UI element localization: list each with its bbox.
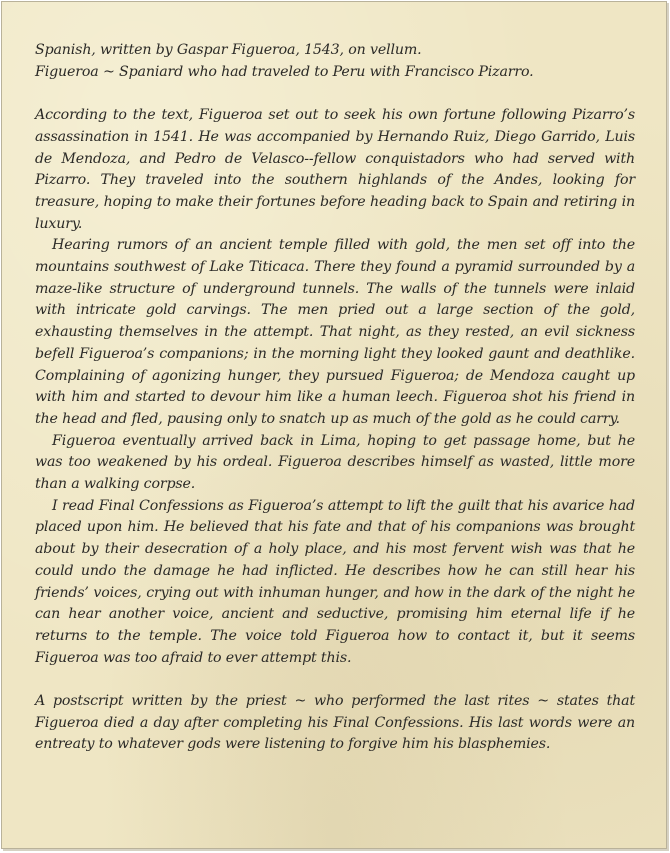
paragraph-2: Hearing rumors of an ancient temple filled with gold, the men set off into the mountains southwest of Lake Titicaca. There they found a pyramid surrounded by a maze-like structure of underground tunnels. The walls of the tunnels were inlaid with intricate gold carvings. The men pried out a large section of the gold, exhausting themselves in the attempt. That night, as they rested, an evil sickness befell Figueroa’s companions; in the morning light they looked gaunt and deathlike. Complaining of agonizing hunger, they pursued Figueroa; de Mendoza caught up with him and started to devour him like a human leech. Figueroa shot his friend in the head and fled, pausing only to snatch up as much of the gold as he could carry. [35, 237, 635, 427]
header-line-2: Figueroa ~ Spaniard who had traveled to Peru with Francisco Pizarro. [35, 63, 534, 80]
paragraph-1: According to the text, Figueroa set out to seek his own fortune following Pizarro’s assassination in 1541. He was accompanied by Hernando Ruiz, Diego Garrido, Luis de Mendoza, and Pedro de Velasco--fellow conquistadors who had served with Pizarro. They traveled into the southern highlands of the Andes, looking for treasure, hoping to make their fortunes before heading back to Spain and retiring in luxury. [35, 107, 635, 232]
document-text [35, 40, 635, 756]
paragraph-5: A postscript written by the priest ~ who performed the last rites ~ states that Figueroa died a day after completing his Final Confessions. His last words were an entreaty to whatever gods were listening to forgive him his blasphemies. [35, 693, 635, 753]
header-line-1: Spanish, written by Gaspar Figueroa, 1543, on vellum. [35, 42, 422, 58]
paragraph-3: Figueroa eventually arrived back in Lima, hoping to get passage home, but he was too weakened by his ordeal. Figueroa describes himself as wasted, little more than a walking corpse. [35, 432, 635, 493]
paragraph-4: I read Final Confessions as Figueroa’s attempt to lift the guilt that his avarice had placed upon him. He believed that his fate and that of his companions was brought about by their desecration of a holy place, and his most fervent wish was that he could undo the damage he had inflicted. He describes how he can still hear his friends’ voices, crying out with inhuman hunger, and how in the dark of the night he can hear another voice, ancient and seductive, promising him eternal life if he returns to the temple. The voice told Figueroa how to contact it, but it seems Figueroa was too afraid to ever attempt this. [35, 497, 635, 666]
document-page [1, 1, 667, 849]
paragraph-gap [35, 669, 635, 691]
paragraph-gap [35, 83, 635, 105]
